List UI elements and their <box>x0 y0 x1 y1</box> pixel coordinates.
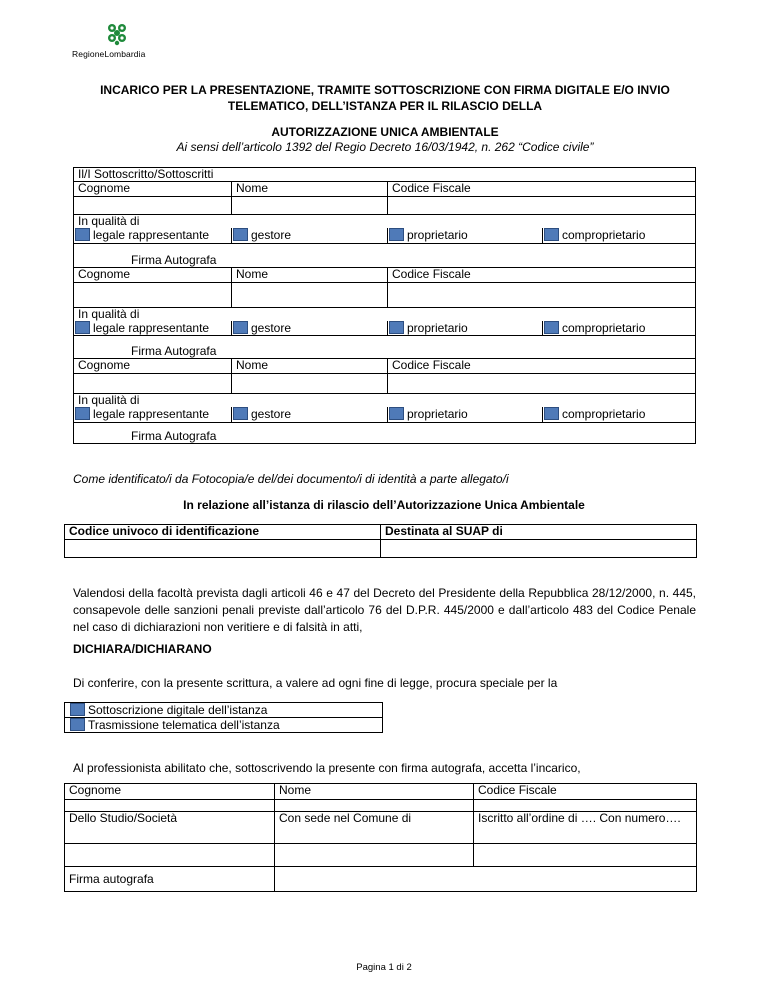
role-owner-3[interactable]: proprietario <box>388 407 543 422</box>
id-col-code: Codice univoco di identificazione <box>65 525 381 540</box>
checkbox-icon[interactable] <box>389 407 404 420</box>
suap-field[interactable] <box>381 540 697 558</box>
pro-surname-field[interactable] <box>65 800 275 812</box>
pro-col-name: Nome <box>275 784 474 800</box>
heading-line-2: TELEMATICO, DELL’ISTANZA PER IL RILASCIO DELLA <box>227 99 543 113</box>
col-surname: Cognome <box>74 182 232 197</box>
role-legal-3[interactable]: legale rappresentante <box>74 407 232 422</box>
pro-signature-field[interactable] <box>275 867 697 892</box>
options-table <box>64 702 383 733</box>
role-manager-2[interactable]: gestore <box>232 321 388 336</box>
role-owner-2[interactable]: proprietario <box>388 321 543 336</box>
professional-text: Al professionista abilitato che, sottoscrivendo la presente con firma autografa, accetta l’incarico, <box>73 761 581 775</box>
fiscal-field-2[interactable] <box>388 282 696 307</box>
role-label-1: In qualità di <box>74 215 696 229</box>
pro-seat-field[interactable] <box>275 844 474 867</box>
role-legal-1[interactable]: legale rappresentante <box>74 228 232 243</box>
checkbox-icon[interactable] <box>544 407 559 420</box>
body-paragraph: Valendosi della facoltà prevista dagli articoli 46 e 47 del Decreto del Presidente della Repubblica 28/12/2000, n. 445, consapevole delle sanzioni penali previste dall’articolo 76 del D.P.R. 445/2000 e dall’articolo 483 del Codice Penale nel caso di dichiarazioni non veritiere e di falsità in atti, <box>73 586 696 634</box>
col-name: Nome <box>232 359 388 374</box>
option-digital-signature[interactable]: Sottoscrizione digitale dell’istanza <box>65 703 383 718</box>
surname-field-3[interactable] <box>74 374 232 394</box>
surname-field-2[interactable] <box>74 282 232 307</box>
signers-header: Il/I Sottoscritto/Sottoscritti <box>74 168 696 182</box>
pro-name-field[interactable] <box>275 800 474 812</box>
col-surname: Cognome <box>74 267 232 282</box>
pro-col-studio: Dello Studio/Società <box>65 812 275 844</box>
signature-1: Firma Autografa <box>74 243 696 267</box>
identified-note: Come identificato/i da Fotocopia/e del/dei documento/i di identità a parte allegato/i <box>73 472 509 486</box>
checkbox-icon[interactable] <box>544 321 559 334</box>
signature-2: Firma Autografa <box>74 336 696 359</box>
pro-order-field[interactable] <box>474 844 697 867</box>
checkbox-icon[interactable] <box>389 228 404 241</box>
name-field-3[interactable] <box>232 374 388 394</box>
role-label-2: In qualità di <box>74 307 696 321</box>
checkbox-icon[interactable] <box>70 718 85 731</box>
pro-col-fiscal: Codice Fiscale <box>474 784 697 800</box>
regione-lombardia-logo <box>64 22 164 62</box>
role-coowner-1[interactable]: comproprietario <box>543 228 696 243</box>
fiscal-field-1[interactable] <box>388 197 696 215</box>
confer-text: Di conferire, con la presente scrittura, a valere ad ogni fine di legge, procura speciale per la <box>73 676 558 690</box>
relation-heading: In relazione all’istanza di rilascio dell’Autorizzazione Unica Ambientale <box>183 498 585 512</box>
pro-studio-field[interactable] <box>65 844 275 867</box>
role-manager-3[interactable]: gestore <box>232 407 388 422</box>
name-field-2[interactable] <box>232 282 388 307</box>
document-title: AUTORIZZAZIONE UNICA AMBIENTALE <box>271 125 499 139</box>
fiscal-field-3[interactable] <box>388 374 696 394</box>
surname-field-1[interactable] <box>74 197 232 215</box>
col-name: Nome <box>232 267 388 282</box>
role-legal-2[interactable]: legale rappresentante <box>74 321 232 336</box>
checkbox-icon[interactable] <box>70 703 85 716</box>
rosa-camuna-icon <box>106 22 128 46</box>
page-footer: Pagina 1 di 2 <box>356 962 412 973</box>
checkbox-icon[interactable] <box>233 321 248 334</box>
role-owner-1[interactable]: proprietario <box>388 228 543 243</box>
col-surname: Cognome <box>74 359 232 374</box>
pro-col-order: Iscritto all’ordine di …. Con numero…. <box>474 812 697 844</box>
heading-line-1: INCARICO PER LA PRESENTAZIONE, TRAMITE SOTTOSCRIZIONE CON FIRMA DIGITALE E/O INVIO <box>100 83 670 97</box>
name-field-1[interactable] <box>232 197 388 215</box>
col-fiscal: Codice Fiscale <box>388 182 696 197</box>
col-name: Nome <box>232 182 388 197</box>
col-fiscal: Codice Fiscale <box>388 267 696 282</box>
checkbox-icon[interactable] <box>233 407 248 420</box>
checkbox-icon[interactable] <box>544 228 559 241</box>
signature-3: Firma Autografa <box>74 422 696 443</box>
logo-text: RegioneLombardia <box>72 49 146 59</box>
id-table <box>64 524 697 558</box>
document-subtitle: Ai sensi dell’articolo 1392 del Regio Decreto 16/03/1942, n. 262 “Codice civile” <box>176 140 594 154</box>
checkbox-icon[interactable] <box>389 321 404 334</box>
pro-fiscal-field[interactable] <box>474 800 697 812</box>
role-coowner-2[interactable]: comproprietario <box>543 321 696 336</box>
id-col-suap: Destinata al SUAP di <box>381 525 697 540</box>
checkbox-icon[interactable] <box>233 228 248 241</box>
role-manager-1[interactable]: gestore <box>232 228 388 243</box>
declare-heading: DICHIARA/DICHIARANO <box>73 642 212 656</box>
role-coowner-3[interactable]: comproprietario <box>543 407 696 422</box>
checkbox-icon[interactable] <box>75 228 90 241</box>
professional-table <box>64 783 697 892</box>
signers-table <box>73 167 696 444</box>
checkbox-icon[interactable] <box>75 407 90 420</box>
role-label-3: In qualità di <box>74 394 696 408</box>
pro-col-surname: Cognome <box>65 784 275 800</box>
id-code-field[interactable] <box>65 540 381 558</box>
col-fiscal: Codice Fiscale <box>388 359 696 374</box>
checkbox-icon[interactable] <box>75 321 90 334</box>
option-telematic-transmission[interactable]: Trasmissione telematica dell’istanza <box>65 718 383 733</box>
pro-col-seat: Con sede nel Comune di <box>275 812 474 844</box>
pro-signature-label: Firma autografa <box>65 867 275 892</box>
